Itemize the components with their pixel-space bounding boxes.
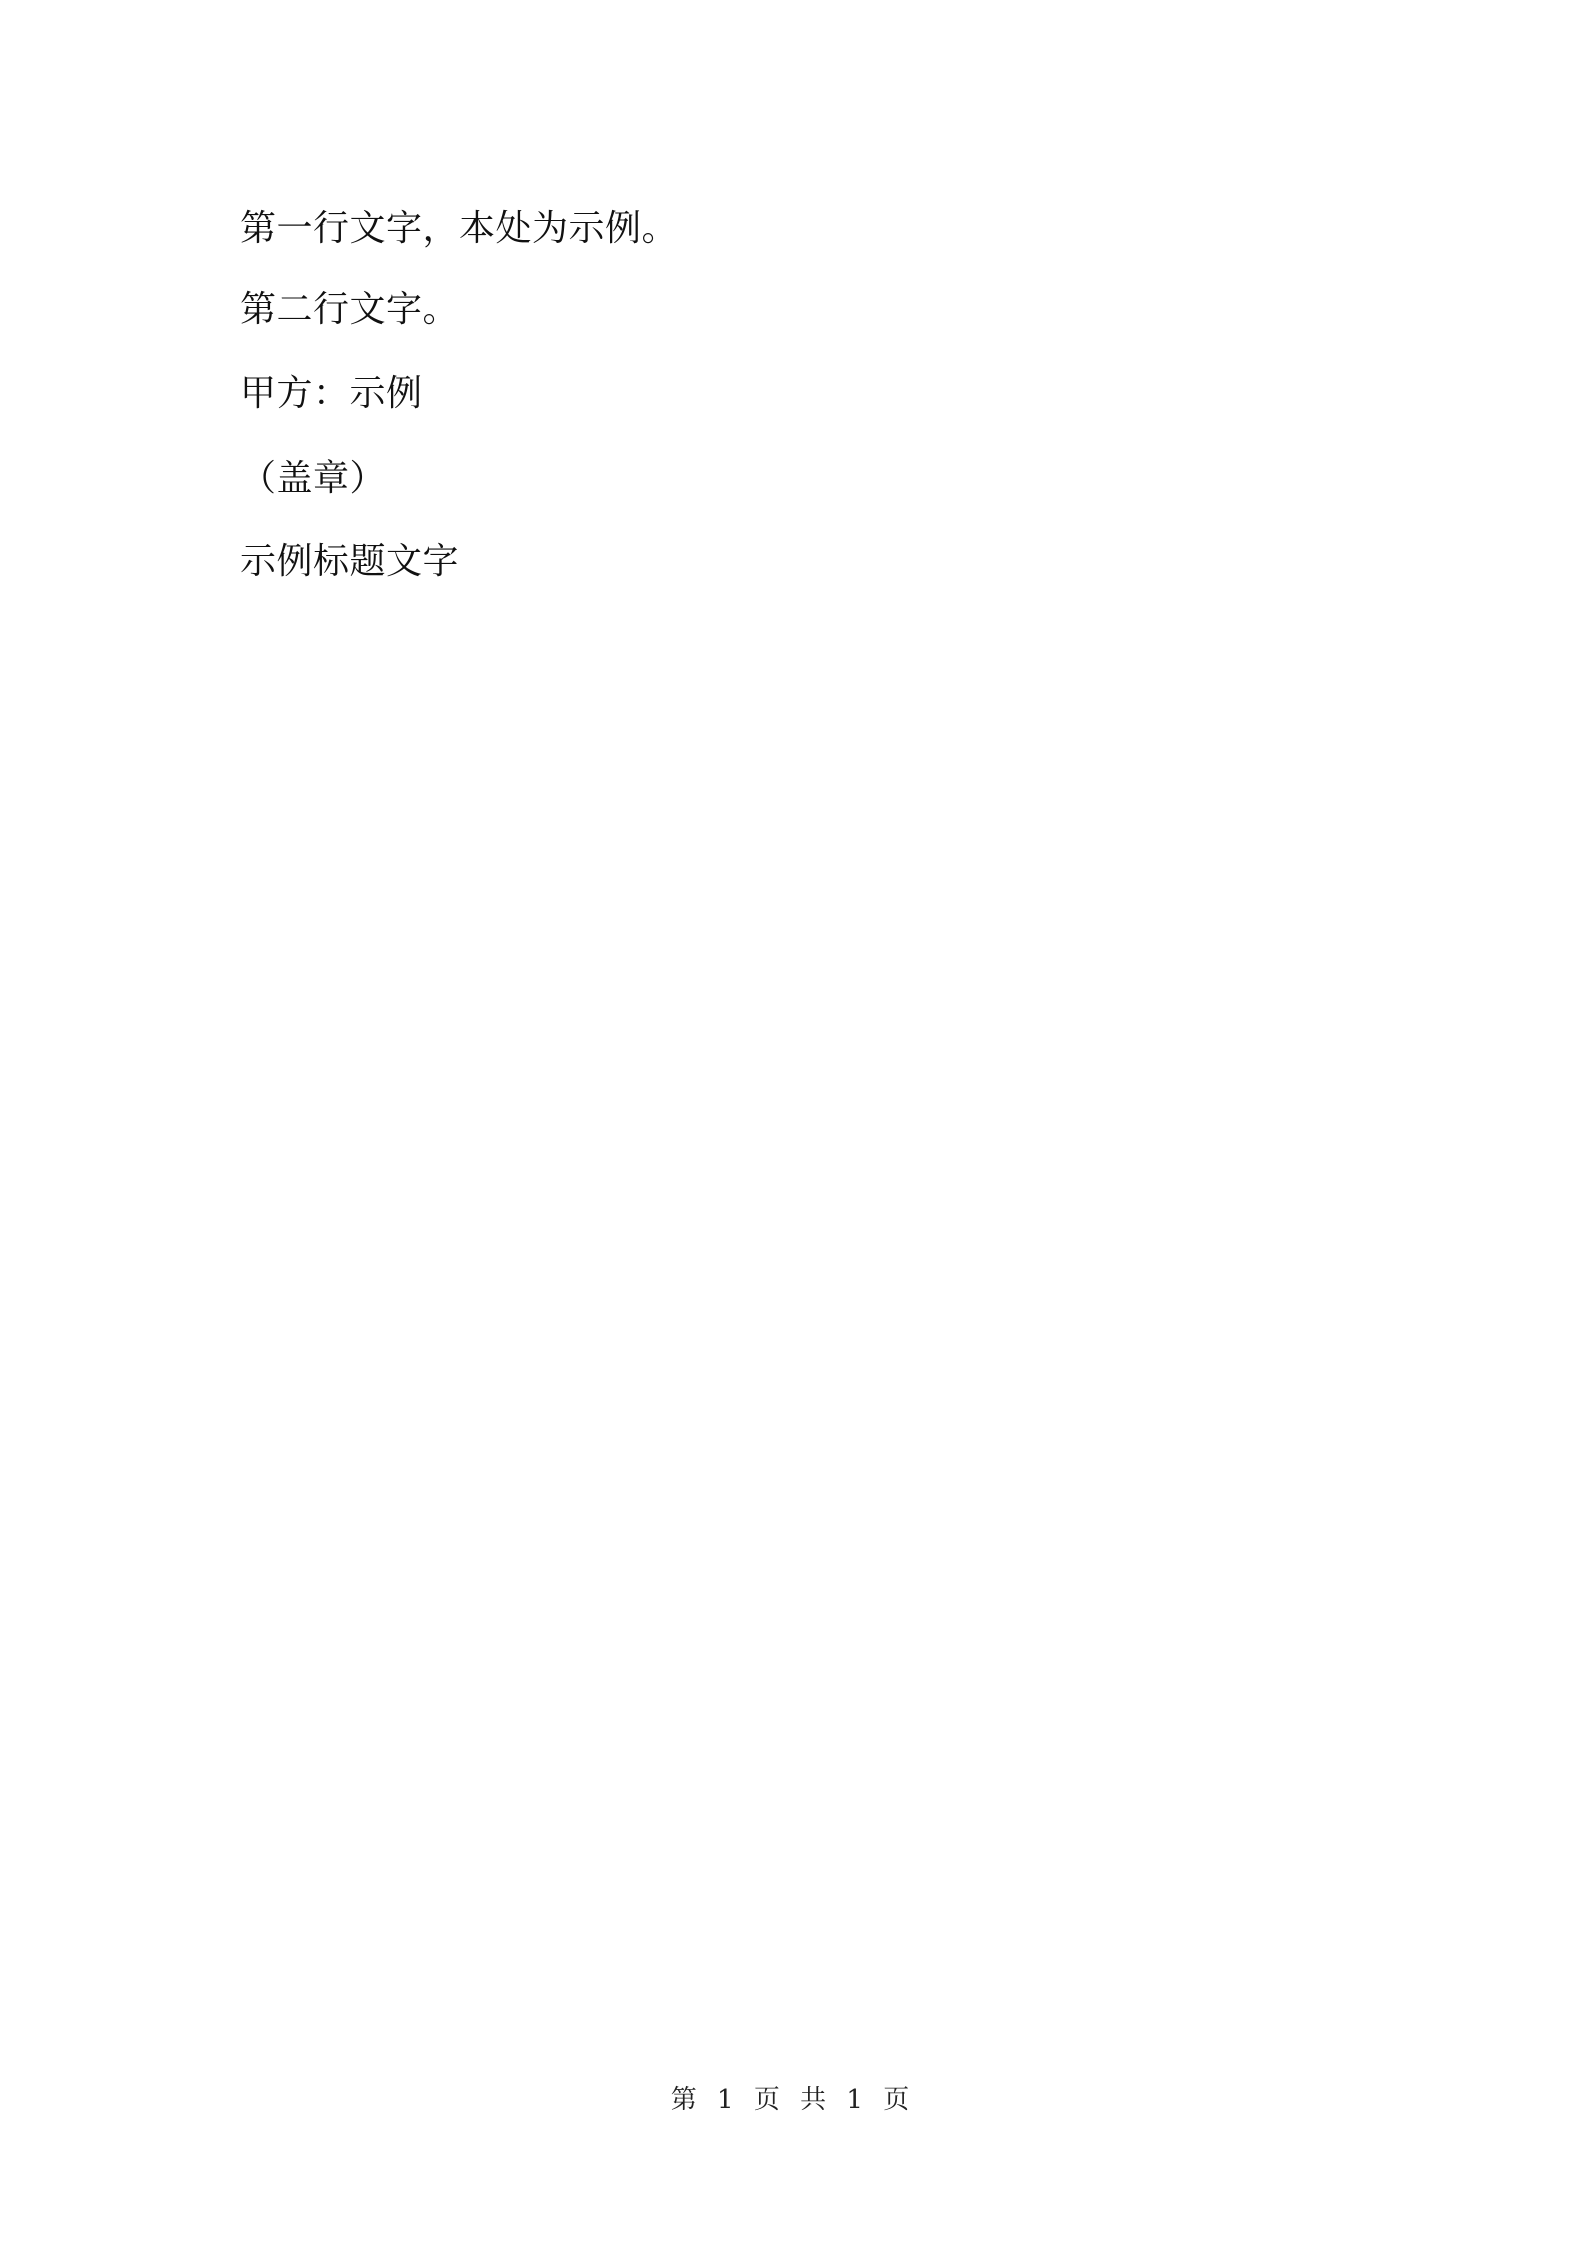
text-line-4: （盖章）: [240, 458, 387, 499]
text-line-2: 第二行文字。: [240, 289, 460, 330]
text-line-1: 第一行文字，本处为示例。: [240, 208, 679, 249]
text-line-3: 甲方：示例: [240, 373, 423, 414]
page-footer: 第 1 页 共 1 页: [670, 2085, 916, 2115]
text-line-5: 示例标题文字: [240, 541, 460, 582]
